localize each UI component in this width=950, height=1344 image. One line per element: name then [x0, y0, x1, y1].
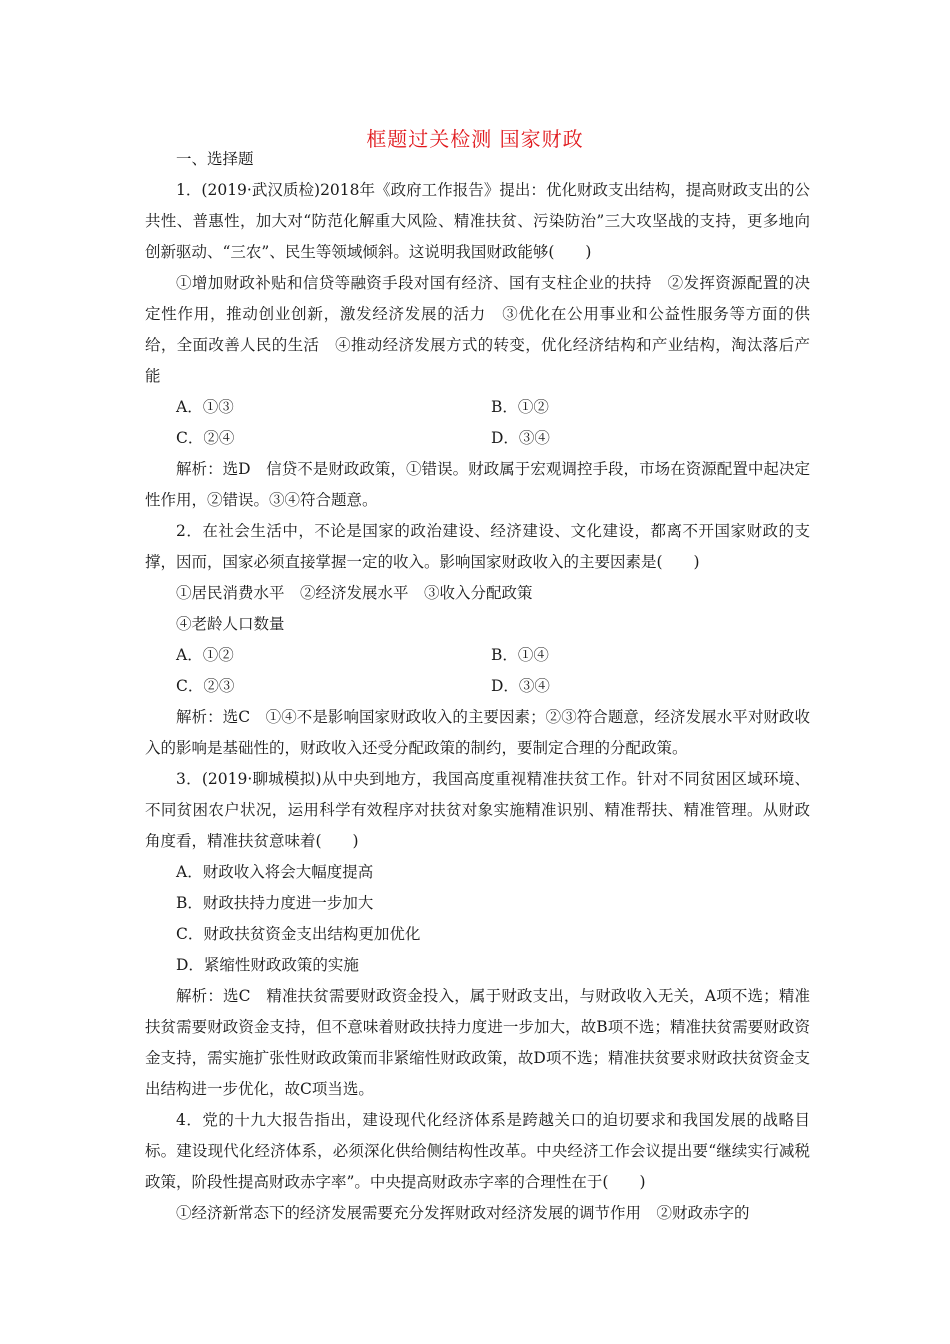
section-heading: 一、选择题: [176, 150, 254, 168]
question-1-items: ①增加财政补贴和信贷等融资手段对国有经济、国有支柱企业的扶持 ②发挥资源配置的决定性作用，推动创业创新，激发经济发展的活力 ③优化在公用事业和公益性服务等方面的供给，全面改善人民的生活 ④推动经济发展方式的转变，优化经济结构和产业结构，淘汰落后产能: [145, 274, 810, 385]
question-2-analysis: 解析：选C ①④不是影响国家财政收入的主要因素；②③符合题意，经济发展水平对财政收入的影响是基础性的，财政收入还受分配政策的制约，要制定合理的分配政策。: [145, 708, 810, 757]
question-2-options-row-1: [145, 640, 810, 671]
question-3-option-a: A．财政收入将会大幅度提高: [176, 863, 374, 881]
question-3-option-c: C．财政扶贫资金支出结构更加优化: [176, 925, 421, 943]
question-3-option-d: D．紧缩性财政政策的实施: [176, 956, 359, 974]
question-2-option-a: A．①②: [176, 646, 234, 664]
document-body: [145, 144, 810, 1229]
question-1-option-a: A．①③: [176, 398, 234, 416]
question-2-option-b: B．①④: [491, 646, 549, 664]
question-2-stem: 2．在社会生活中，不论是国家的政治建设、经济建设、文化建设，都离不开国家财政的支撑，因而，国家必须直接掌握一定的收入。影响国家财政收入的主要因素是( ): [145, 522, 810, 571]
question-1-option-b: B．①②: [491, 398, 549, 416]
question-1-option-d: D．③④: [491, 429, 550, 447]
question-1-analysis: 解析：选D 信贷不是财政政策，①错误。财政属于宏观调控手段，市场在资源配置中起决定性作用，②错误。③④符合题意。: [145, 460, 810, 509]
question-2-items-line-2: ④老龄人口数量: [176, 615, 285, 633]
question-1-options-row-2: [145, 423, 810, 454]
question-2-option-d: D．③④: [491, 677, 550, 695]
question-4-items: ①经济新常态下的经济发展需要充分发挥财政对经济发展的调节作用 ②财政赤字的: [176, 1204, 750, 1222]
question-1-options-row-1: [145, 392, 810, 423]
question-2-options-row-2: [145, 671, 810, 702]
page-title: 框题过关检测 国家财政: [366, 127, 584, 151]
question-2-option-c: C．②③: [176, 677, 235, 695]
question-3-option-b: B．财政扶持力度进一步加大: [176, 894, 374, 912]
question-2-items-line-1: ①居民消费水平 ②经济发展水平 ③收入分配政策: [176, 584, 533, 602]
question-1-stem: 1．(2019·武汉质检)2018年《政府工作报告》提出：优化财政支出结构，提高财政支出的公共性、普惠性，加大对“防范化解重大风险、精准扶贫、污染防治”三大攻坚战的支持，更多地向创新驱动、“三农”、民生等领域倾斜。这说明我国财政能够( ): [145, 181, 810, 261]
question-3-stem: 3．(2019·聊城模拟)从中央到地方，我国高度重视精准扶贫工作。针对不同贫困区域环境、不同贫困农户状况，运用科学有效程序对扶贫对象实施精准识别、精准帮扶、精准管理。从财政角度看，精准扶贫意味着( ): [145, 770, 810, 850]
question-4-stem: 4．党的十九大报告指出，建设现代化经济体系是跨越关口的迫切要求和我国发展的战略目标。建设现代化经济体系，必须深化供给侧结构性改革。中央经济工作会议提出要“继续实行减税政策，阶段性提高财政赤字率”。中央提高财政赤字率的合理性在于( ): [145, 1111, 810, 1191]
question-1-option-c: C．②④: [176, 429, 235, 447]
question-3-analysis: 解析：选C 精准扶贫需要财政资金投入，属于财政支出，与财政收入无关，A项不选；精准扶贫需要财政资金支持，但不意味着财政扶持力度进一步加大，故B项不选；精准扶贫需要财政资金支持，需实施扩张性财政政策而非紧缩性财政政策，故D项不选；精准扶贫要求财政扶贫资金支出结构进一步优化，故C项当选。: [145, 987, 810, 1098]
